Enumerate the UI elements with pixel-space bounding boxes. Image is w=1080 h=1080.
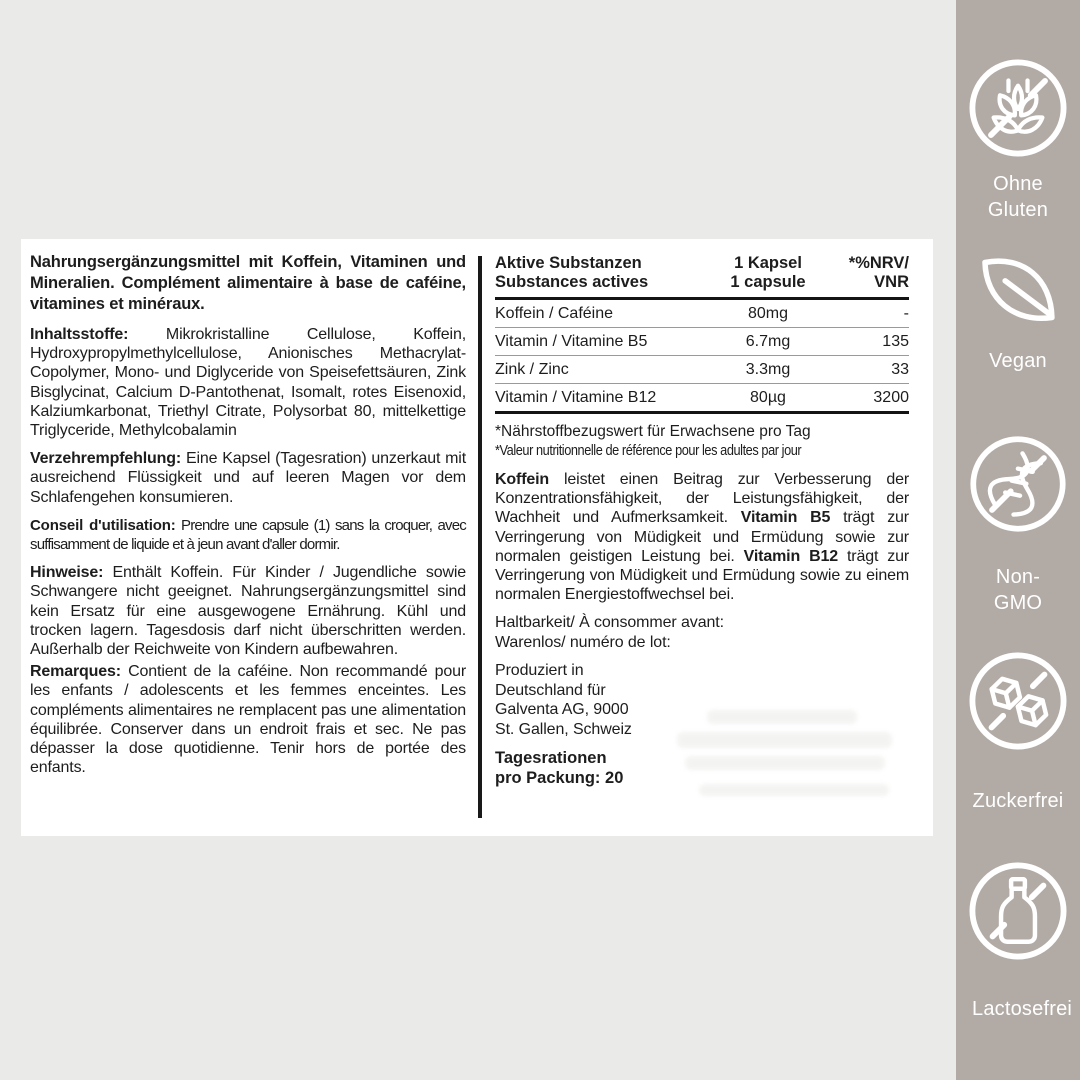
shelf-life-block	[495, 613, 909, 652]
lot-number-line: Warenlos/ numéro de lot:	[495, 633, 671, 651]
ingredients-text: Mikrokristalline Cellulose, Koffein, Hydroxypropylmethylcellulose, Anionisches Methacrylat-Copolymer, Mono- und Diglyceride von Speisefettsäuren, Zink Bisglycinat, Calcium D-Pantothenat, Isomalt, rotes Eisenoxid, Kalziumkarbonat, Triethyl Citrate, Polysorbat 80, mittelkettige Triglyceride, Methylcobalamin	[30, 326, 466, 440]
dosage-de-text: Eine Kapsel (Tagesration) unzerkaut mit ausreichend Flüssigkeit und auf leeren Magen vor dem Schlafengehen konsumieren.	[30, 450, 466, 506]
health-claims-paragraph: Koffein leistet einen Beitrag zur Verbesserung der Konzentrationsfähigkeit, der Leistungsfähigkeit, der Wachheit und Aufmerksamkeit. Vitamin B5 trägt zur Verringerung von Müdigkeit und Ermüdung sowie zur normalen geistigen Leistung bei. Vitamin B12 trägt zur Verringerung von Müdigkeit und Ermüdung sowie zu einem normalen Energiestoffwechsel bei.	[495, 471, 909, 604]
active-substances-table	[495, 254, 909, 414]
dosage-fr-paragraph	[30, 516, 466, 554]
table-row: Koffein / Caféine 80mg -	[495, 300, 909, 328]
gluten-free-icon	[965, 55, 1071, 161]
badge-non-gmo	[956, 432, 1080, 616]
table-row: Vitamin / Vitamine B12 80µg 3200	[495, 384, 909, 414]
badge-lactose-free	[956, 858, 1080, 1022]
table-header-nrv: *%NRV/ VNR	[848, 254, 909, 291]
dosage-fr-label: Conseil d'utilisation:	[30, 516, 176, 534]
notes-de-text: Enthält Koffein. Für Kinder / Jugendliche sowie Schwangere nicht geeignet. Nahrungsergänzungsmittel sind kein Ersatz für eine ausgewogene Ernährung. Kühl und trocken lagern. Tagesdosis darf nicht überschritten werden. Außerhalb der Reichweite von Kindern aufbewahren.	[30, 564, 466, 659]
sugar-free-icon	[965, 648, 1071, 754]
badge-label: Zuckerfrei	[972, 790, 1064, 812]
dosage-de-label: Verzehrempfehlung:	[30, 450, 182, 468]
ingredients-paragraph	[30, 325, 466, 440]
dosage-fr-text: Prendre une capsule (1) sans la croquer, avec suffisamment de liquide et à jeun avant d'aller dormir.	[30, 516, 466, 554]
notes-fr-text: Contient de la caféine. Non recommandé pour les enfants / adolescents et les femmes enceintes. Les compléments alimentaires ne remplacent pas une alimentation équilibrée. Conserver dans un endroit frais et sec. Ne pas dépasser la dose quotidienne. Tenir hors de portée des enfants.	[30, 663, 466, 777]
table-header-substances: Aktive Substanzen Substances actives	[495, 254, 649, 291]
non-gmo-icon	[966, 432, 1070, 536]
shelf-life-line: Haltbarkeit/ À consommer avant:	[495, 614, 724, 632]
producer-block: Produziert in Deutschland für Galventa AG, 9000 St. Gallen, Schweiz	[495, 662, 632, 738]
notes-fr-paragraph	[30, 662, 466, 777]
servings-block: Tagesrationen pro Packung: 20	[495, 749, 624, 788]
table-row: Zink / Zinc 3.3mg 33	[495, 356, 909, 384]
product-description: Nahrungsergänzungsmittel mit Koffein, Vitaminen und Mineralien. Complément alimentaire à base de caféine, vitamines et minéraux.	[30, 253, 466, 313]
label-right-column	[482, 252, 933, 824]
lactose-free-icon	[965, 858, 1071, 964]
notes-fr-label: Remarques:	[30, 663, 121, 681]
badge-sugar-free	[956, 648, 1080, 814]
badge-label: Non-GMO	[993, 566, 1043, 614]
label-card	[21, 239, 933, 836]
badge-vegan	[956, 246, 1080, 374]
nrv-footnotes	[495, 422, 909, 460]
notes-de-paragraph	[30, 563, 466, 659]
badge-label: Ohne Gluten	[987, 173, 1049, 221]
notes-de-label: Hinweise:	[30, 564, 104, 582]
label-left-column	[30, 252, 478, 824]
nrv-footnote-de: *Nährstoffbezugswert für Erwachsene pro Tag	[495, 423, 811, 440]
vegan-leaf-icon	[972, 246, 1064, 334]
table-header	[495, 254, 909, 300]
nrv-footnote-fr: *Valeur nutritionnelle de référence pour les adultes par jour	[495, 442, 802, 459]
claims-sidebar	[956, 0, 1080, 1080]
table-header-amount: 1 Kapsel 1 capsule	[730, 254, 806, 291]
badge-label: Lactosefrei	[972, 998, 1073, 1020]
badge-gluten-free	[956, 55, 1080, 223]
badge-label: Vegan	[989, 350, 1047, 372]
dosage-de-paragraph	[30, 449, 466, 507]
table-row: Vitamin / Vitamine B5 6.7mg 135	[495, 328, 909, 356]
ingredients-label: Inhaltsstoffe:	[30, 326, 129, 343]
